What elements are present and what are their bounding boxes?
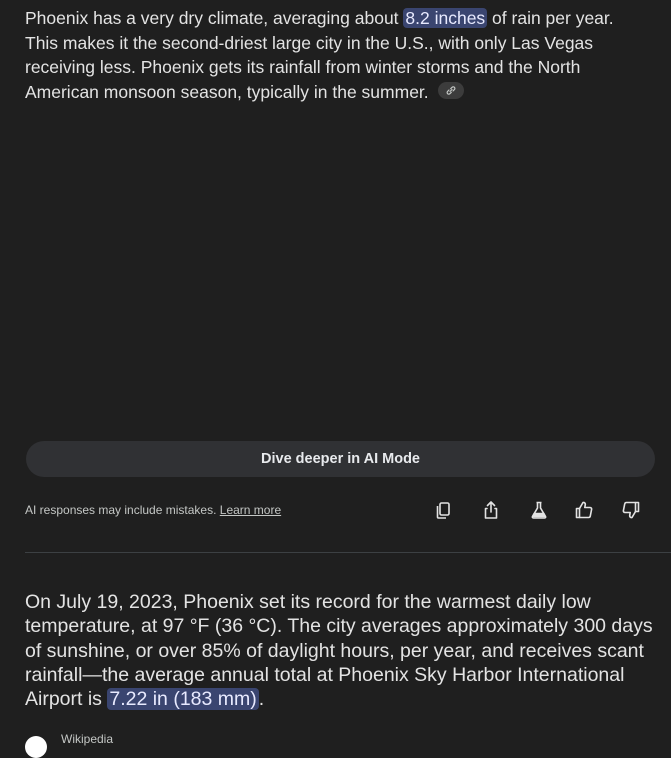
snippet-source[interactable] bbox=[25, 730, 113, 758]
snippet-text-start: On July 19, 2023, Phoenix set its record for the warmest daily low temperature, at 97 °F (36 °C). The city averages approximately 300 days of sunshine, or over 85% of daylight hours, per year, and receives scant rainfall—the average annual total at Phoenix Sky Harbor International Airport is bbox=[25, 591, 653, 711]
wikipedia-favicon-icon bbox=[25, 736, 47, 758]
answer-highlight: 8.2 inches bbox=[405, 8, 486, 28]
thumbs-up-icon[interactable] bbox=[573, 499, 595, 521]
dive-deeper-ai-mode-button[interactable]: Dive deeper in AI Mode bbox=[26, 441, 655, 477]
link-icon bbox=[445, 85, 457, 96]
snippet-highlight: 7.22 in (183 mm) bbox=[109, 688, 257, 711]
ai-overview-answer bbox=[25, 6, 650, 104]
disclaimer-text: AI responses may include mistakes. bbox=[25, 503, 217, 517]
answer-text-end: of rain per year. This makes it the second-driest large city in the U.S., with only Las Vegas receiving less. Phoenix gets its rainfall from winter storms and the North American monsoon season, typically in the summer. bbox=[25, 8, 614, 102]
source-link-chip[interactable] bbox=[438, 82, 464, 99]
section-divider bbox=[25, 552, 671, 553]
thumbs-down-icon[interactable] bbox=[620, 499, 642, 521]
source-name[interactable]: Wikipedia bbox=[61, 732, 114, 746]
snippet-text-end: . bbox=[258, 688, 265, 711]
learn-more-link[interactable]: Learn more bbox=[219, 503, 282, 517]
lab-flask-icon[interactable] bbox=[528, 499, 550, 521]
answer-text-start: Phoenix has a very dry climate, averaging about bbox=[25, 8, 404, 28]
share-icon[interactable] bbox=[480, 499, 502, 521]
feedback-actions bbox=[0, 499, 671, 523]
featured-snippet-text bbox=[25, 590, 670, 711]
copy-icon[interactable] bbox=[433, 499, 455, 521]
